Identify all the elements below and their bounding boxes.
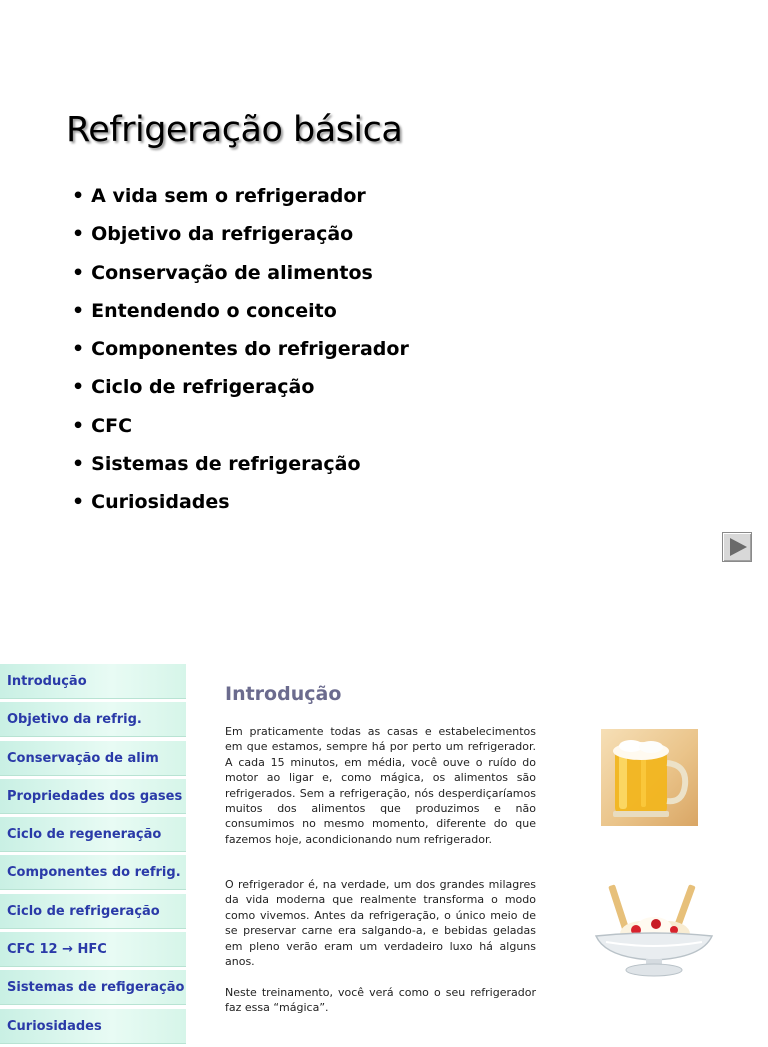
list-item [72, 334, 409, 372]
slide-title: Refrigeração básica [66, 110, 403, 150]
sidebar-item-conservacao[interactable]: Conservação de alim [0, 741, 186, 776]
sidebar-item-curiosidades[interactable]: Curiosidades [0, 1009, 186, 1044]
topic-list [72, 181, 409, 526]
list-item [72, 258, 409, 296]
ice-cream-sundae-image [590, 880, 718, 978]
list-item [72, 296, 409, 334]
topic-label: Ciclo de refrigeração [91, 376, 315, 399]
bullet: • [72, 299, 85, 322]
play-icon [730, 538, 747, 556]
intro-paragraph-2: O refrigerador é, na verdade, um dos grandes milagres da vida moderna que realmente transforma o modo como vivemos. Antes da refrigeração, o único meio de se preservar carne era salgando-a, e bebidas geladas em pleno verão eram um verdadeiro luxo há alguns anos. [225, 878, 536, 969]
sidebar-item-ciclo-refrigeracao[interactable]: Ciclo de refrigeração [0, 894, 186, 929]
list-item [72, 449, 409, 487]
bullet: • [72, 414, 85, 437]
next-slide-button[interactable] [722, 532, 752, 562]
bullet: • [72, 338, 85, 361]
sidebar-item-componentes[interactable]: Componentes do refrig. [0, 855, 186, 890]
list-item [72, 219, 409, 257]
sidebar-menu [0, 664, 186, 1047]
list-item [72, 181, 409, 219]
topic-label: Objetivo da refrigeração [91, 223, 354, 246]
bullet: • [72, 376, 85, 399]
topic-label: CFC [91, 414, 133, 437]
bullet: • [72, 223, 85, 246]
beer-mug-image [601, 729, 698, 826]
intro-paragraph-3: Neste treinamento, você verá como o seu refrigerador faz essa “mágica”. [225, 986, 536, 1015]
sidebar-item-objetivo[interactable]: Objetivo da refrig. [0, 702, 186, 737]
content-heading: Introdução [225, 683, 342, 705]
intro-paragraph-1: Em praticamente todas as casas e estabelecimentos em que estamos, sempre há por perto um refrigerador. A cada 15 minutos, em média, você ouve o ruído do motor ao ligar e, como mágica, os alimentos são refrigerados. Sem a refrigeração, nós desperdiçaríamos muitos dos alimentos que produzimos e não consumimos no mesmo momento, diferente do que fazemos hoje, acondicionando num refrigerador. [225, 725, 536, 846]
topic-label: Curiosidades [91, 491, 230, 514]
bullet: • [72, 491, 85, 514]
topic-label: Sistemas de refrigeração [91, 453, 361, 476]
sidebar-item-ciclo-regeneracao[interactable]: Ciclo de regeneração [0, 817, 186, 852]
sidebar-item-introducao[interactable]: Introdução [0, 664, 186, 699]
list-item [72, 411, 409, 449]
bullet: • [72, 261, 85, 284]
topic-label: A vida sem o refrigerador [91, 185, 366, 207]
topic-label: Conservação de alimentos [91, 261, 373, 284]
bullet: • [72, 453, 85, 476]
sidebar-item-propriedades[interactable]: Propriedades dos gases [0, 779, 186, 814]
topic-label: Componentes do refrigerador [91, 338, 409, 361]
sidebar-item-sistemas[interactable]: Sistemas de refigeração [0, 970, 186, 1005]
sidebar-item-cfc[interactable]: CFC 12 → HFC [0, 932, 186, 967]
bullet: • [72, 185, 85, 207]
topic-label: Entendendo o conceito [91, 299, 337, 322]
list-item [72, 487, 409, 525]
list-item [72, 372, 409, 410]
